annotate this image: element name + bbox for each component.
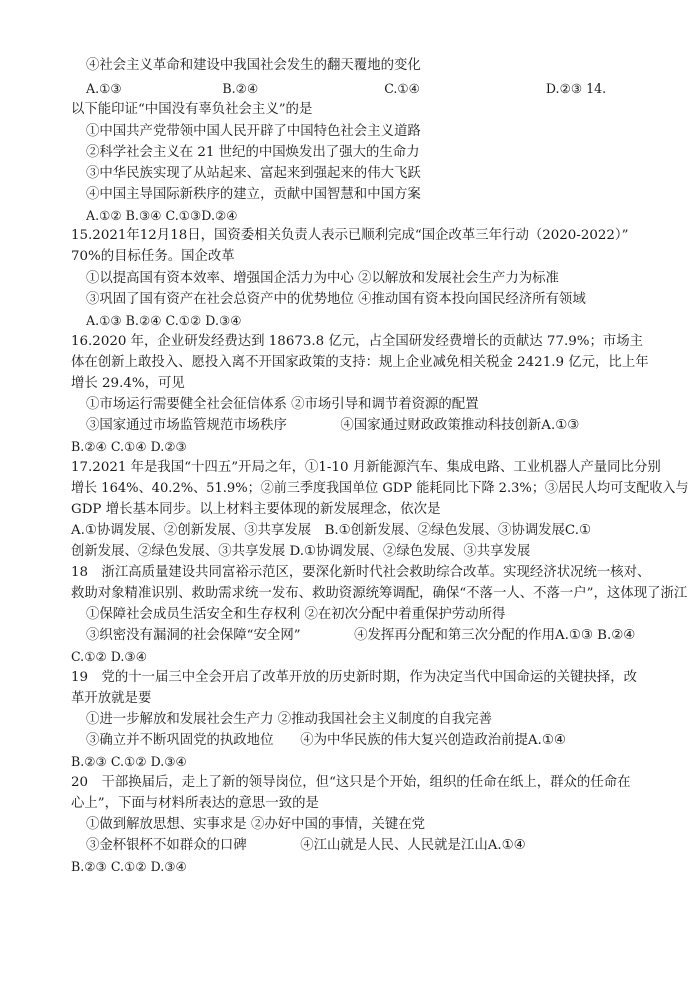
q18-options: C.①② D.③④ <box>71 649 148 664</box>
q20-options: B.②③ C.①② D.③④ <box>71 859 187 874</box>
q14-item-1: ①中国共产党带领中国人民开辟了中国特色社会主义道路 <box>86 124 421 139</box>
q15-items-1-2: ①以提高国有资本效率、增强国企活力为中心 ②以解放和发展社会生产力为标准 <box>86 271 559 286</box>
q19-stem-line-1: 19 党的十一届三中全会开启了改革开放的历史新时期，作为决定当代中国命运的关键抉择，改 <box>71 670 638 685</box>
q17-options-c-d: 创新发展、②绿色发展、③共享发展 D.①协调发展、②绿色发展、③共享发展 <box>71 544 531 559</box>
q20-items-3-4: ③金杯银杯不如群众的口碑 ④江山就是人民、人民就是江山A.①④ <box>86 838 526 853</box>
q17-stem-line-3: GDP 增长基本同步。以上材料主要体现的新发展理念，依次是 <box>71 502 441 517</box>
q20-items-1-2: ①做到解放思想、实事求是 ②办好中国的事情，关键在党 <box>86 817 426 832</box>
q14-item-3: ③中华民族实现了从站起来、富起来到强起来的伟大飞跃 <box>86 166 421 181</box>
q19-stem-line-2: 革开放就是要 <box>71 691 152 706</box>
q16-items-1-2: ①市场运行需要健全社会征信体系 ②市场引导和调节着资源的配置 <box>86 397 479 412</box>
q19-options: B.②③ C.①② D.③④ <box>71 754 187 769</box>
q14-stem: 以下能印证“中国没有辜负社会主义”的是 <box>71 102 313 117</box>
q18-stem-line-2: 救助对象精准识别、救助需求统一发布、救助资源统筹调配，确保“不落一人、不落一户”，这体现了浙江 <box>71 586 688 601</box>
q16-items-3-4: ③国家通过市场监管规范市场秩序 ④国家通过财政政策推动科技创新A.①③ <box>86 418 580 433</box>
q15-items-3-4: ③巩固了国有资产在社会总资产中的优势地位 ④推动国有资本投向国民经济所有领域 <box>86 292 586 307</box>
q13-options: A.①③ B.②④ C.①④ D.②③ 14. <box>86 81 607 96</box>
q15-stem-line-1: 15.2021年12月18日，国资委相关负责人表示已顺利完成“国企改革三年行动（2020-2022）” <box>71 228 629 243</box>
q20-stem-line-1: 20 干部换届后，走上了新的领导岗位，但“这只是个开始，组织的任命在纸上，群众的任命在 <box>71 775 631 790</box>
q18-items-3-4: ③织密没有漏洞的社会保障“安全网” ④发挥再分配和第三次分配的作用A.①③ B.②④ <box>86 628 636 643</box>
q17-options-a-b: A.①协调发展、②创新发展、③共享发展 B.①创新发展、②绿色发展、③协调发展C.① <box>71 523 591 538</box>
q17-stem-line-2: 增长 164%、40.2%、51.9%；②前三季度我国单位 GDP 能耗同比下降 2.3%；③居民人均可支配收入与 <box>71 481 689 496</box>
q16-stem-line-2: 体在创新上敢投入、愿投入离不开国家政策的支持：规上企业减免相关税金 2421.9 亿元，比上年 <box>71 355 649 370</box>
q18-stem-line-1: 18 浙江高质量建设共同富裕示范区，要深化新时代社会救助综合改革。实现经济状况统一核对、 <box>71 565 651 580</box>
q14-options: A.①② B.③④ C.①③D.②④ <box>86 208 238 223</box>
q16-stem-line-3: 增长 29.4%，可见 <box>71 376 185 391</box>
q17-stem-line-1: 17.2021 年是我国“十四五”开局之年，①1-10 月新能源汽车、集成电路、工业机器人产量同比分别 <box>71 460 661 475</box>
q14-item-2: ②科学社会主义在 21 世纪的中国焕发出了强大的生命力 <box>86 145 420 160</box>
q20-stem-line-2: 心上”，下面与材料所表达的意思一致的是 <box>71 796 319 811</box>
q19-items-1-2: ①进一步解放和发展社会生产力 ②推动我国社会主义制度的自我完善 <box>86 712 492 727</box>
q15-options: A.①③ B.②④ C.①② D.③④ <box>86 313 242 328</box>
q19-items-3-4: ③确立并不断巩固党的执政地位 ④为中华民族的伟大复兴创造政治前提A.①④ <box>86 733 566 748</box>
q15-stem-line-2: 70%的目标任务。国企改革 <box>71 249 235 264</box>
q18-items-1-2: ①保障社会成员生活安全和生存权利 ②在初次分配中着重保护劳动所得 <box>86 607 506 622</box>
q14-item-4: ④中国主导国际新秩序的建立，贡献中国智慧和中国方案 <box>86 187 421 202</box>
q16-options: B.②④ C.①④ D.②③ <box>71 439 187 454</box>
q16-stem-line-1: 16.2020 年，企业研发经费达到 18673.8 亿元，占全国研发经费增长的贡献达 77.9%；市场主 <box>71 334 644 349</box>
q13-item-4: ④社会主义革命和建设中我国社会发生的翻天覆地的变化 <box>86 58 421 73</box>
